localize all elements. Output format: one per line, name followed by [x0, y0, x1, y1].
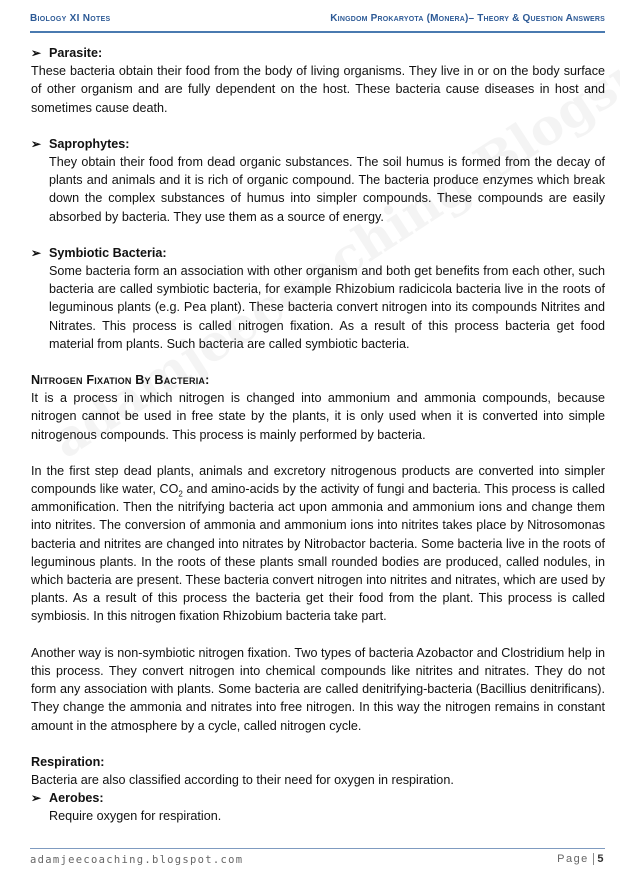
respiration-heading: Respiration:	[31, 754, 105, 769]
parasite-heading	[31, 44, 605, 62]
page-label: Page	[557, 853, 589, 865]
nitrogen-p2-part-a: In the first step dead plants, animals and excretory nitrogenous products are converted into simpler compounds like water, CO	[31, 463, 605, 497]
page-header	[30, 11, 605, 33]
bullet-arrow-icon: ➢	[31, 46, 42, 60]
header-title-left: Biology XI Notes	[30, 13, 111, 24]
parasite-heading-text: Parasite:	[49, 46, 103, 60]
nitrogen-paragraph-2	[31, 462, 605, 626]
nitrogen-p2-part-b: and amino-acids by the activity of fungi and bacteria. This process is called ammonification. Then the nitrifying bacteria act upon ammonia and ammonium ions and change them into nitrites. The conversion of ammonia and ammonium ions into nitrites takes place by Nitrosomonas bacteria and nitrites are changed into nitrates by Nitrobactor bacteria. Some bacteria live in the roots of leguminous plants. In the roots of these plants small rounded bodies are produced, called nodules, in which bacteria are present. These bacteria convert nitrogen into nitrites and nitrates, which are used by plants. As a result of this process the bacteria get their food from the plant. This process is called symbiosis. In this nitrogen fixation Rhizobium bacteria take part.	[31, 482, 605, 624]
page-footer	[30, 848, 605, 871]
bullet-arrow-icon: ➢	[31, 791, 42, 806]
co2-subscript: 2	[178, 489, 183, 499]
respiration-text: Bacteria are also classified according to their need for oxygen in respiration.	[31, 772, 454, 787]
symbiotic-text: Some bacteria form an association with other organism and both get benefits from each other, such bacteria are called symbiotic bacteria, for example Rhizobium radicicola bacteria live in the roots of leguminous plants (e.g. Pea plant). These bacteria convert nitrogen into its compounds Nitrites and Nitrates. This process is called nitrogen fixation. As a result of this process bacteria get food material from plants. Such bacteria are called symbiotic bacteria.	[49, 264, 605, 351]
nitrogen-paragraph-1: It is a process in which nitrogen is changed into ammonium and ammonia compounds, because nitrogen cannot be used in free state by the plants, it is only used when it is converted into simple nitrogenous compounds. This process is mainly performed by bacteria.	[31, 391, 605, 442]
saprophytes-text: They obtain their food from dead organic substances. The soil humus is formed from the decay of plants and animals and it is rich of organic compound. The bacteria produce enzymes which break down the complex substances of humus into simpler compounds. These compounds are easily absorbed by bacteria. They use them as a source of energy.	[49, 155, 605, 224]
header-title-right: Kingdom Prokaryota (Monera)– Theory & Question Answers	[330, 13, 605, 24]
nitrogen-fixation-heading: Nitrogen Fixation By Bacteria:	[31, 373, 210, 388]
bullet-arrow-icon: ➢	[31, 245, 42, 260]
saprophytes-heading-text: Saprophytes:	[49, 136, 130, 151]
parasite-text: These bacteria obtain their food from the body of living organisms. They live in or on the body surface of other organism and are fully dependent on the host. These bacteria cause diseases in host and sometimes cause death.	[31, 64, 605, 115]
footer-url[interactable]: adamjeecoaching.blogspot.com	[30, 854, 244, 866]
page-number-value: 5	[593, 853, 605, 865]
saprophytes-heading	[31, 135, 605, 153]
symbiotic-heading-text: Symbiotic Bacteria:	[49, 245, 167, 260]
aerobes-text: Require oxygen for respiration.	[49, 809, 222, 824]
aerobes-heading-text: Aerobes:	[49, 791, 104, 806]
symbiotic-heading	[31, 244, 605, 262]
aerobes-heading	[31, 789, 605, 807]
page-number	[557, 853, 605, 865]
nitrogen-paragraph-3: Another way is non-symbiotic nitrogen fixation. Two types of bacteria Azobactor and Clostridium help in this process. They convert nitrogen into chemical compounds like nitrites and nitrates. They do not form any association with plants. Some bacteria are called denitrifying-bacteria (Bacillius denitrificans). They change the ammonia and nitrates into free nitrogen. In this way the nitrogen remains in constant amount in the atmosphere by a cycle, called nitrogen cycle.	[31, 645, 605, 733]
page-content	[31, 44, 605, 826]
bullet-arrow-icon: ➢	[31, 136, 42, 151]
